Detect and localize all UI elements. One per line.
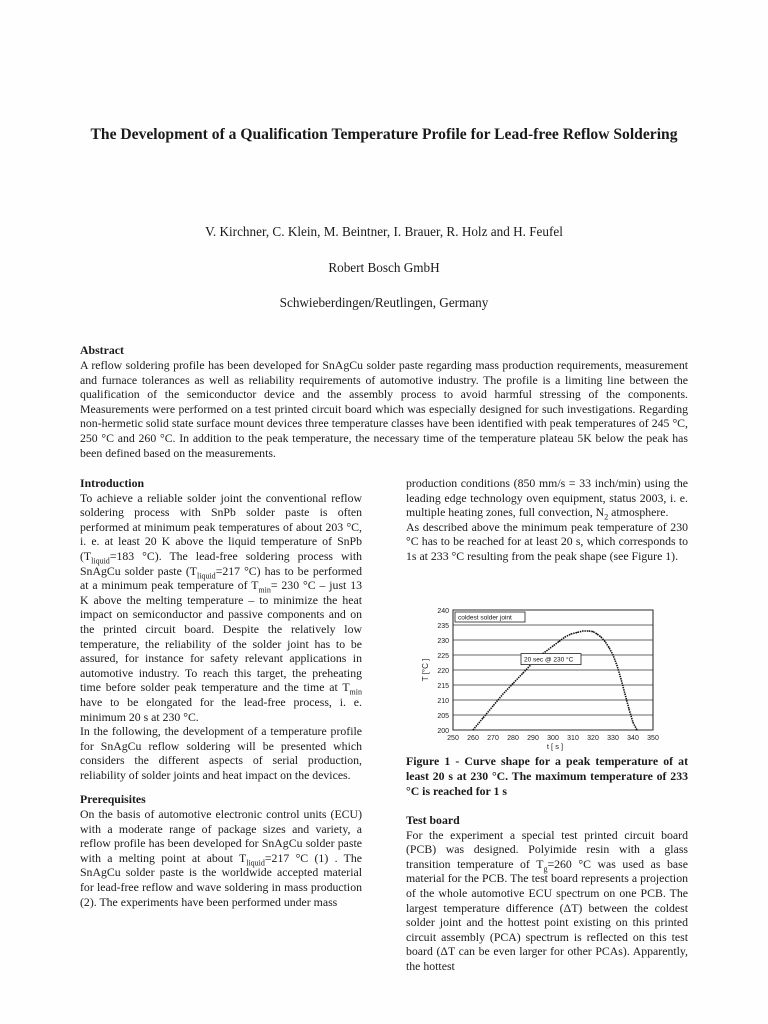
data-point (596, 633, 597, 634)
x-tick-label: 280 (507, 735, 519, 742)
right-column-bottom (406, 813, 688, 974)
data-point (628, 708, 629, 709)
data-point (582, 630, 583, 631)
x-tick-label: 250 (447, 735, 459, 742)
data-point (632, 722, 633, 723)
data-point (600, 636, 601, 637)
data-point (588, 630, 589, 631)
x-tick-label: 290 (527, 735, 539, 742)
x-tick-label: 350 (647, 735, 659, 742)
y-tick-label: 200 (437, 728, 449, 735)
production-paragraph: production conditions (850 mm/s = 33 inch/min) using the leading edge technology oven equipment, status 2003, i. e. multiple heating zones, full convection, $N_2$ atmosphere. (406, 476, 688, 522)
x-tick-label: 320 (587, 735, 599, 742)
prerequisites-paragraph: On the basis of automotive electronic control units (ECU) with a moderate range of package sizes and variety, a reflow profile has been developed for SnAgCu solder paste with a melting point at about $T_{liquid}=217$ °C (1) . The SnAgCu solder paste is the worldwide accepted material for lead-free reflow and wave soldering in mass production (2). The experiments have been performed under mass (80, 807, 362, 909)
x-tick-label: 310 (567, 735, 579, 742)
data-point (482, 717, 483, 718)
y-tick-label: 205 (437, 713, 449, 720)
legend-label: coldest solder joint (458, 614, 512, 622)
introduction-heading: Introduction (80, 476, 145, 490)
paper-title: The Development of a Qualification Temperature Profile for Lead-free Reflow Soldering (90, 126, 678, 143)
x-tick-label: 340 (627, 735, 639, 742)
x-tick-label: 270 (487, 735, 499, 742)
right-column-top (406, 476, 688, 564)
chart-svg (420, 604, 668, 752)
y-tick-label: 220 (437, 668, 449, 675)
data-point (624, 693, 625, 694)
data-point (552, 645, 553, 646)
x-tick-label: 330 (607, 735, 619, 742)
annotation-label: 20 sec @ 230 °C (524, 656, 574, 664)
y-tick-label: 240 (437, 608, 449, 615)
abstract-heading: Abstract (80, 343, 124, 357)
introduction-paragraph-2: In the following, the development of a temperature profile for SnAgCu reflow soldering will be presented which considers the different aspects of serial production, reliability of solder joints and heat impact on the devices. (80, 724, 362, 782)
left-column (80, 476, 362, 909)
data-point (522, 672, 523, 673)
abstract-text: A reflow soldering profile has been developed for SnAgCu solder paste regarding mass production requirements, measurement and furnace tolerances as well as reliability requirements of automotive industry. The profile is a limiting line between the qualification of the semiconductor device and the assembly process to avoid harmful stressing of the components. Measurements were performed on a test printed circuit board which was especially designed for such investigations. Regarding non-hermetic solid state surface mount devices three temperature classes have been identified with peak temperatures of 245 °C, 250 °C and 260 °C. In addition to the peak temperature, the necessary time of the temperature plateau 5K below the peak has been defined based on the measurements. (80, 358, 688, 460)
introduction-paragraph-1: To achieve a reliable solder joint the conventional reflow soldering process with SnPb solder paste is often performed at minimum peak temperatures of about 203 °C, i. e. at least 20 K above the liquid temperature of SnPb ($T_{liquid}=183$ °C). The lead-free soldering process with SnAgCu solder paste ($T_{liquid}=217$ °C) has to be performed at a minimum peak temperature of $T_{min}= 230$ °C – just 13 K above the melting temperature – to minimize the heat impact on semiconductor and passive components and on the printed circuit board. Despite the relatively low temperature, the reliability of the solder joint has to be assured, for instance for safety relevant applications in automotive industry. To reach this target, the preheating time before solder peak temperature and the time at $T_{min}$ have to be elongated for the lead-free process, i. e. minimum 20 s at 230 °C. (80, 490, 362, 724)
data-point (616, 665, 617, 666)
authors: V. Kirchner, C. Klein, M. Beintner, I. Brauer, R. Holz and H. Feufel (205, 224, 563, 239)
data-point (564, 636, 565, 637)
x-axis-label: t [ s ] (546, 742, 564, 751)
location: Schwieberdingen/Reutlingen, Germany (279, 295, 489, 310)
y-axis-label: T [°C ] (421, 658, 430, 682)
x-tick-label: 300 (547, 735, 559, 742)
y-tick-label: 210 (437, 698, 449, 705)
data-point (512, 683, 513, 684)
figure-1-chart (420, 604, 668, 752)
data-point (592, 631, 593, 632)
data-point (502, 693, 503, 694)
data-point (620, 678, 621, 679)
data-point (612, 654, 613, 655)
affiliation: Robert Bosch GmbH (328, 260, 440, 275)
test-board-heading: Test board (406, 813, 460, 827)
data-point (576, 632, 577, 633)
data-point (558, 641, 559, 642)
y-tick-label: 215 (437, 683, 449, 690)
prerequisites-heading: Prerequisites (80, 792, 146, 807)
figure-1-caption: Figure 1 - Curve shape for a peak temperature of at least 20 s at 230 °C. The maximum temperature of 233 °C is reached for 1 s (406, 754, 688, 798)
peak-paragraph: As described above the minimum peak temperature of 230 °C has to be reached for at least 20 s, which corresponds to 1s at 233 °C resulting from the peak shape (see Figure 1). (406, 519, 688, 563)
data-point (472, 729, 473, 730)
data-point (636, 729, 637, 730)
y-tick-label: 235 (437, 623, 449, 630)
y-tick-label: 230 (437, 638, 449, 645)
test-board-paragraph: For the experiment a special test printed circuit board (PCB) was designed. Polyimide resin with a glass transition temperature of $T_g=260$ °C was used as base material for the PCB. The test board represents a projection of the whole automotive ECU spectrum on one PCB. The largest temperature difference (ΔT) between the coldest solder joint and the hottest point existing on this printed circuit assembly (PCA) spectrum is reflected on this test board (ΔT can be even larger for other PCAs). Apparently, the hottest (406, 827, 688, 973)
data-point (492, 705, 493, 706)
y-tick-label: 225 (437, 653, 449, 660)
data-point (604, 641, 605, 642)
data-point (570, 633, 571, 634)
x-tick-label: 260 (467, 735, 479, 742)
data-point (608, 647, 609, 648)
